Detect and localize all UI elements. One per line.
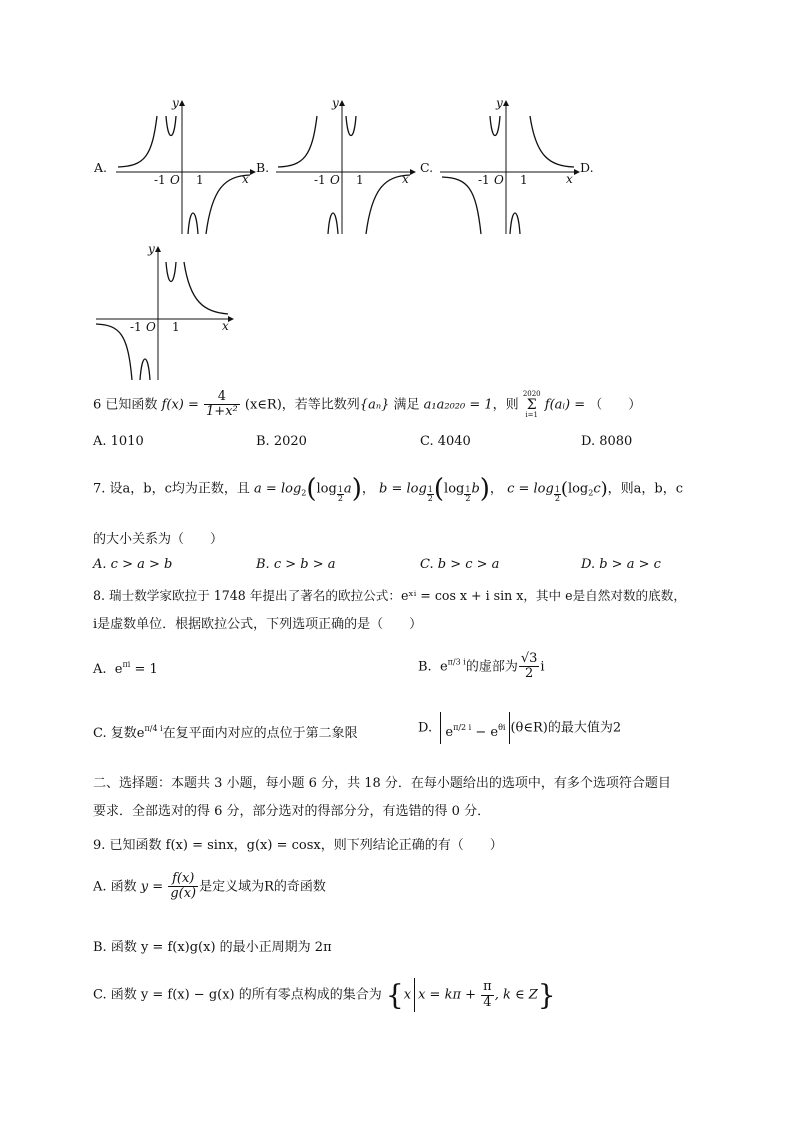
q7-choice-c[interactable]: C. b > c > a [420,557,500,572]
q8-b-den: 2 [524,666,534,682]
q6-sum-bottom: i=1 [525,410,538,419]
q6-paren: （ ） [589,397,642,413]
q6-choice-a[interactable]: A. 1010 [93,434,144,449]
q7-c-half [554,486,561,503]
graph-b-tick-neg: -1 [314,173,326,187]
q6-sum-body: f(aᵢ) = [544,397,586,413]
q6-text-a: 已知函数 [105,397,158,413]
q7-b-half-num: 1 [427,484,433,494]
q8-c-text-a: 复数 [110,726,137,741]
q9-a-label: A. 函数 [93,879,137,895]
q6-choice-b[interactable]: B. 2020 [256,434,307,449]
graph-c-origin: O [494,173,504,187]
graph-d-ylabel: y [148,242,155,256]
q7-text-a: 设a，b，c均为正数，且 [109,481,250,497]
graph-a-svg [90,96,260,236]
graph-d-tick-pos: 1 [172,320,180,334]
q8-b-label: B. [418,659,432,675]
q7-text-b: ，则a，b，c [607,481,684,497]
q7-a-half-den: 2 [337,493,343,503]
q8-b-e: e [439,659,448,675]
graph-b-xlabel: x [402,172,409,186]
q9-c-x: x [403,987,412,1003]
graph-b-svg [252,96,422,236]
q8-b-i: i [540,659,545,675]
graph-label-d: D. [580,160,594,175]
q7-b-half-den: 2 [427,493,433,503]
q7-c-inner-base: 2 [588,488,594,498]
graph-c-tick-pos: 1 [520,173,528,187]
section-2-line-2: 要求．全部选对的得 6 分，部分选对的得部分分，有选错的得 0 分． [93,804,491,819]
graph-a-tick-neg: -1 [154,173,166,187]
q7-b-inner-half-num: 1 [465,484,471,494]
q7-var-a: a [343,481,352,497]
q8-c-sup: π/4 i [144,724,163,733]
q8-d-sup1: π/2 i [453,723,472,732]
q9-c-den: 4 [483,994,492,1010]
q7-a-base: 2 [301,488,307,498]
q7-choice-b[interactable]: B. c > b > a [256,557,336,572]
q6-fx: f(x) = [161,397,199,413]
q7-a-eq: a = log [254,481,302,497]
q6-domain: (x∈R) [244,397,282,413]
q7-c-inner: log [567,481,589,497]
q6-text-c: 满足 [393,397,420,413]
q8-choice-c[interactable] [93,722,358,741]
q8-b-sup: π/3 i [447,657,466,667]
q8-d-minus: − e [471,725,499,740]
q7-c-half-num: 1 [554,484,560,494]
q9-a-frac [168,872,198,902]
q8-d-cond: (θ∈R) [510,720,548,736]
q6-sum: 2020 Σ i=1 [522,389,541,419]
q7-choice-d[interactable]: D. b > a > c [581,557,661,572]
q7-var-b: b [471,481,480,497]
q9-a-num: f(x) [168,872,198,887]
q6-number: 6 [93,397,102,413]
q8-b-num: √3 [520,651,538,666]
q6-cond: a₁a₂₀₂₀ = 1 [423,397,493,413]
graph-a-xlabel: x [242,172,249,186]
graph-option-d [92,242,262,386]
graph-c-tick-neg: -1 [478,173,490,187]
graph-option-c [416,96,586,240]
q8-a-sup: πi [122,660,131,669]
q6-seq: {aₙ} [359,397,390,413]
q7-a-half-num: 1 [337,484,343,494]
q8-a-e: e [114,662,123,677]
q7-a-inner: log [316,481,337,497]
q7-number: 7. [93,481,106,497]
q9-choice-a[interactable] [93,872,326,902]
graph-a-tick-pos: 1 [196,173,204,187]
graph-d-xlabel: x [222,319,229,333]
q6-choice-d[interactable]: D. 8080 [581,434,633,449]
question-7: 7. 设a，b，c均为正数，且 $a = \log_2(\log$ $\frac{1}{2}$ a)， b = log $\frac{1}{2}$ (log $\frac{1}{2}$ b)， c = log $\frac{1}{2}$ $(\log_2c)$，则a，b，c [93,474,684,504]
q7-choice-a[interactable]: A. c > a > b [93,557,173,572]
graph-c-xlabel: x [566,172,573,186]
q7-b-inner-half-den: 2 [465,493,471,503]
graph-option-b [252,96,422,240]
q7-c-half-den: 2 [554,493,560,503]
q7-c-eq: c = log [507,481,554,497]
graph-d-tick-neg: -1 [130,320,142,334]
q8-d-sup2: θi [498,723,506,732]
q8-c-text-b: 在复平面内对应的点位于第二象限 [162,726,358,741]
q9-c-label: C. 函数 y = f(x) − g(x) 的所有零点构成的集合为 [93,987,382,1003]
q6-choice-c[interactable]: C. 4040 [420,434,471,449]
q9-a-y: y = [140,879,164,895]
q8-choice-a[interactable] [93,660,158,677]
graph-b-ylabel: y [332,96,339,110]
q7-b-eq: b = log [378,481,427,497]
q8-b-frac [519,652,540,682]
q7-var-c: c [593,481,601,497]
q8-d-label: D. [418,720,433,736]
graph-c-ylabel: y [496,96,503,110]
graph-a-origin: O [170,173,180,187]
graph-label-c: C. [420,160,434,175]
q7-b-half [427,486,434,503]
q8-d-text: 的最大值为2 [547,720,622,736]
q8-line-2: i是虚数单位．根据欧拉公式，下列选项正确的是（ ） [93,617,423,632]
q8-b-text: 的虚部为 [465,659,518,675]
q9-c-cond: x = kπ + [418,987,477,1003]
q8-choice-b[interactable] [418,652,545,682]
q8-a-label: A. [93,662,107,677]
graph-a-ylabel: y [172,96,179,110]
q6-text-b: ，若等比数列 [281,397,360,413]
q9-a-den: g(x) [170,886,197,902]
q9-choice-c[interactable]: C. 函数 y = f(x) − g(x) 的所有零点构成的集合为 {x x = kπ + $\frac{\pi}{4}$ , k ∈ Z} [93,978,556,1012]
q7-line-2: 的大小关系为（ ） [93,532,224,547]
q9-a-text: 是定义域为R的奇函数 [199,879,326,895]
q6-frac-num: 4 [204,390,240,405]
section-2-line-1: 二、选择题：本题共 3 小题，每小题 6 分，共 18 分．在每小题给出的选项中，有多个选项符合题目 [93,776,671,791]
q6-text-d: ，则 [492,397,519,413]
q9-c-frac [481,980,494,1010]
q8-c-label: C. [93,726,107,741]
graph-d-origin: O [146,320,156,334]
graph-b-origin: O [330,173,340,187]
graph-label-a: A. [94,160,108,175]
q8-c-e: e [136,726,145,741]
q8-d-abs [440,712,510,744]
q6-sum-top: 2020 [522,389,541,398]
q8-a-rhs: = 1 [130,662,158,677]
q8-line-1: 8. 瑞士数学家欧拉于 1748 年提出了著名的欧拉公式：eˣⁱ = cos x + i sin x，其中 e是自然对数的底数， [93,588,686,603]
q6-frac-den: 1+x² [206,404,238,420]
graph-b-tick-pos: 1 [356,173,364,187]
graph-d-svg [92,242,262,382]
q7-a-half [337,486,344,503]
q9-c-k: , k ∈ Z [494,987,538,1003]
graph-c-svg [416,96,586,236]
q7-b-inner: log [444,481,465,497]
q6-fraction [204,390,240,420]
q9-line: 9. 已知函数 f(x) = sinx，g(x) = cosx，则下列结论正确的有（ ） [93,838,503,853]
graph-label-b: B. [256,160,270,175]
question-6 [93,390,641,420]
q9-c-num: π [483,979,492,995]
q8-choice-d[interactable] [418,712,621,744]
graph-option-a [90,96,260,240]
q8-d-e1: e [445,725,454,740]
q9-choice-b[interactable]: B. 函数 y = f(x)g(x) 的最小正周期为 2π [93,940,332,955]
